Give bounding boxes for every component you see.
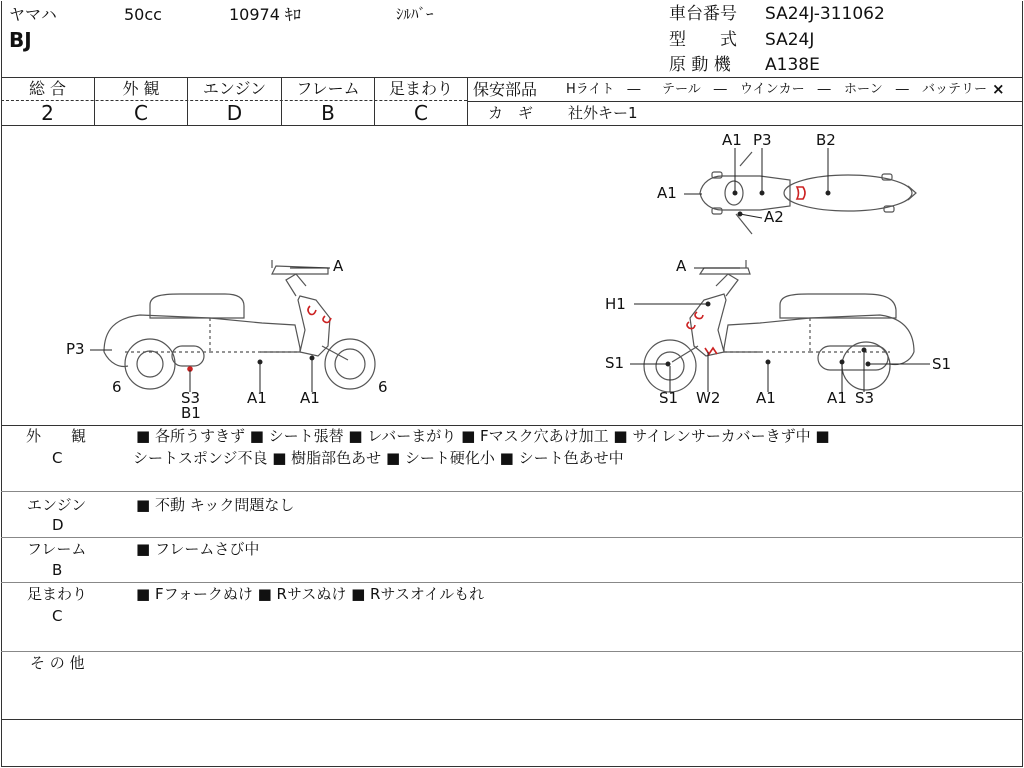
label-right-w2: W2 [696, 389, 721, 407]
key-value: 社外キー1 [568, 104, 638, 122]
note-exterior-line2: シートスポンジ不良 ■ 樹脂部色あせ ■ シート硬化小 ■ シート色あせ中 [133, 449, 624, 467]
label-right-a1-rear: A1 [827, 389, 847, 407]
safety-battery: バッテリー [922, 82, 988, 97]
grade-suspension-label: 足まわり [388, 79, 453, 98]
divider-exterior-bottom [1, 491, 1023, 492]
frame-no-value: SA24J-311062 [765, 4, 885, 24]
col-divider-5 [467, 78, 468, 125]
note-other-label: そ の 他 [30, 654, 85, 672]
safety-taillight: テール ― [662, 82, 727, 97]
note-suspension-label: 足まわり [27, 585, 88, 603]
safety-horn: ホーン ― [844, 82, 909, 97]
label-left-six-right: 6 [378, 378, 388, 396]
label-left-p3: P3 [66, 340, 85, 358]
label-left-a1-1: A1 [247, 389, 267, 407]
grade-overall-value: 2 [41, 101, 54, 125]
grade-frame-label: フレーム [296, 79, 360, 98]
note-engine-line1: ■ 不動 キック問題なし [136, 496, 295, 514]
maker-name: ヤマハ [9, 5, 57, 24]
label-left-a1-2: A1 [300, 389, 320, 407]
scooter-left-side-view [104, 257, 375, 389]
label-right-a1-mid: A1 [756, 389, 776, 407]
label-left-b1: B1 [181, 404, 201, 422]
type-label: 型 式 [669, 30, 737, 50]
grade-engine-label: エンジン [202, 79, 267, 98]
grade-overall-label: 総 合 [28, 79, 67, 98]
label-top-a1-left: A1 [657, 184, 677, 202]
divider-header-bottom [1, 77, 1023, 78]
divider-engine-bottom [1, 537, 1023, 538]
label-left-s3: S3 [181, 389, 201, 407]
note-suspension-grade: C [52, 607, 63, 625]
label-right-s1-right: S1 [932, 355, 952, 373]
note-exterior-grade: C [52, 449, 63, 467]
note-suspension-line1: ■ Fフォークぬけ ■ Rサスぬけ ■ Rサスオイルもれ [136, 585, 485, 603]
key-label: カ ギ [488, 104, 534, 122]
label-top-a2: A2 [764, 208, 784, 226]
damage-marks [188, 184, 805, 371]
label-right-s3: S3 [855, 389, 875, 407]
note-exterior-label: 外 観 [26, 427, 87, 445]
grade-exterior-value: C [134, 101, 148, 125]
label-left-a: A [333, 257, 344, 275]
divider-suspension-bottom [1, 651, 1023, 652]
note-frame-label: フレーム [27, 540, 87, 558]
grade-exterior-label: 外 観 [122, 79, 160, 98]
type-value: SA24J [765, 30, 815, 50]
mileage: 10974 ｷﾛ [229, 5, 301, 24]
note-frame-line1: ■ フレームさび中 [136, 540, 260, 558]
divider-diagram-bottom [1, 425, 1023, 426]
note-engine-grade: D [52, 516, 64, 534]
safety-headlight: Hライト ― [566, 82, 641, 97]
body-color: ｼﾙﾊﾞｰ [396, 5, 434, 23]
divider-other-bottom [1, 719, 1023, 720]
model-name: BJ [9, 28, 32, 52]
note-engine-label: エンジン [27, 496, 87, 514]
damage-diagram [0, 126, 1024, 425]
scooter-right-side-view [644, 257, 914, 392]
safety-winker: ウインカー ― [740, 82, 831, 97]
frame-no-label: 車台番号 [669, 4, 737, 24]
label-top-a1: A1 [722, 131, 742, 149]
engine-model-value: A138E [765, 55, 820, 75]
engine-model-label: 原 動 機 [669, 55, 731, 75]
note-exterior-line1: ■ 各所うすきず ■ シート張替 ■ レバーまがり ■ Fマスク穴あけ加工 ■ サイレンサーカバーきず中 ■ [136, 427, 830, 445]
divider-safety-mid [467, 101, 1023, 102]
label-left-six-left: 6 [112, 378, 122, 396]
label-right-s1-bottom: S1 [659, 389, 679, 407]
divider-frame-bottom [1, 582, 1023, 583]
safety-label: 保安部品 [473, 80, 538, 99]
label-right-h1: H1 [605, 295, 626, 313]
note-frame-grade: B [52, 561, 63, 579]
displacement: 50cc [124, 5, 162, 24]
grade-suspension-value: C [414, 101, 428, 125]
leader-lines [90, 148, 930, 392]
grade-engine-value: D [226, 101, 243, 125]
scooter-top-view [700, 152, 916, 234]
label-top-b2: B2 [816, 131, 836, 149]
grade-frame-value: B [321, 101, 335, 125]
battery-mark: × [992, 80, 1005, 98]
label-top-p3: P3 [753, 131, 772, 149]
label-right-a: A [676, 257, 687, 275]
label-right-s1-left: S1 [605, 354, 625, 372]
